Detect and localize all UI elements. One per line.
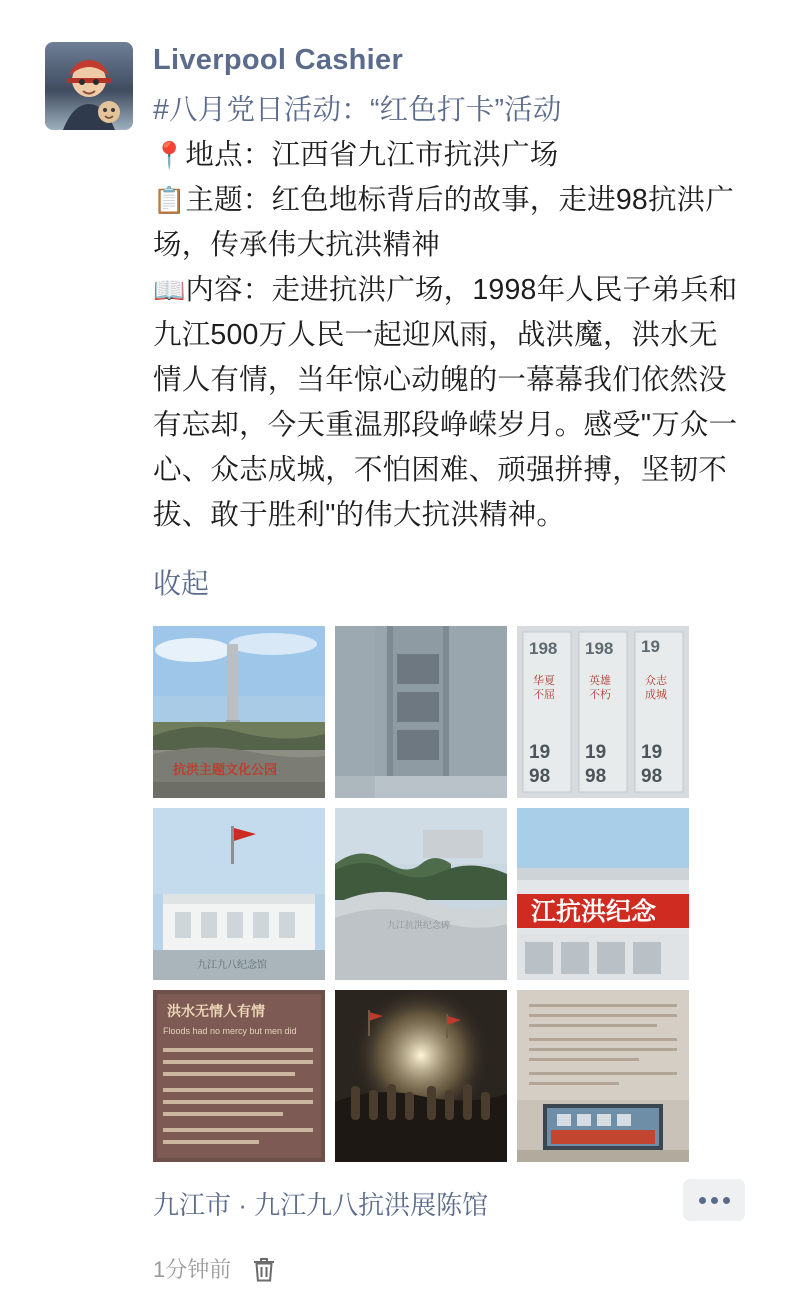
post-location[interactable]: 九江市 · 九江九八抗洪展陈馆 xyxy=(153,1190,489,1220)
photo-monument-stone-slope[interactable] xyxy=(335,808,507,980)
photo-memorial-hall-flag[interactable] xyxy=(153,808,325,980)
svg-text:19: 19 xyxy=(641,742,663,763)
svg-text:19: 19 xyxy=(585,742,607,763)
more-dot-3 xyxy=(723,1197,730,1204)
svg-text:成城: 成城 xyxy=(645,689,667,701)
svg-text:不朽: 不朽 xyxy=(589,689,611,701)
clipboard-icon: 📋 xyxy=(153,185,186,215)
photo-memorial-pillars-1998[interactable] xyxy=(517,626,689,798)
post-body xyxy=(153,88,745,538)
open-book-icon: 📖 xyxy=(153,275,186,305)
post-author[interactable]: Liverpool Cashier xyxy=(153,44,404,76)
photo-exhibit-wall-screen[interactable] xyxy=(517,990,689,1162)
svg-text:华夏: 华夏 xyxy=(533,675,555,687)
svg-text:98: 98 xyxy=(641,766,663,787)
trash-icon[interactable] xyxy=(251,1256,277,1284)
photo-monument-park-sign[interactable] xyxy=(153,626,325,798)
svg-text:98: 98 xyxy=(529,766,551,787)
svg-text:98: 98 xyxy=(585,766,607,787)
svg-text:英雄: 英雄 xyxy=(589,675,611,687)
photo-flood-monument-tower[interactable] xyxy=(335,626,507,798)
post-line-location: 地点：江西省九江市抗洪广场 xyxy=(185,139,559,171)
more-dot-2 xyxy=(711,1197,718,1204)
post-timestamp: 1分钟前 xyxy=(153,1257,232,1282)
post-footer xyxy=(153,1246,745,1294)
collapse-toggle[interactable]: 收起 xyxy=(153,568,210,599)
post-line-theme: 主题：红色地标背后的故事，走进98抗洪广场，传承伟大抗洪精神 xyxy=(153,184,735,261)
svg-text:Floods had no mercy but men di: Floods had no mercy but men did xyxy=(163,1026,297,1036)
svg-text:江抗洪纪念: 江抗洪纪念 xyxy=(531,898,657,926)
svg-text:198: 198 xyxy=(585,639,614,658)
svg-text:19: 19 xyxy=(529,742,551,763)
svg-text:众志: 众志 xyxy=(645,675,667,687)
more-dot-1 xyxy=(699,1197,706,1204)
photo-grid xyxy=(153,626,689,1162)
svg-text:抗洪主题文化公园: 抗洪主题文化公园 xyxy=(173,762,278,777)
svg-text:19: 19 xyxy=(641,637,660,656)
svg-text:九江抗洪纪念碑: 九江抗洪纪念碑 xyxy=(387,920,451,930)
svg-text:不屈: 不屈 xyxy=(533,689,555,701)
svg-text:九江九八纪念馆: 九江九八纪念馆 xyxy=(197,960,267,971)
svg-text:洪水无情人有情: 洪水无情人有情 xyxy=(167,1003,265,1019)
post-content xyxy=(153,40,745,1294)
avatar[interactable] xyxy=(45,42,133,130)
post-hashtag[interactable]: #八月党日活动：“红色打卡”活动 xyxy=(153,94,562,126)
photo-exhibit-text-panel[interactable] xyxy=(153,990,325,1162)
more-dots-icon[interactable] xyxy=(683,1179,745,1221)
photo-exhibit-diorama[interactable] xyxy=(335,990,507,1162)
location-pin-icon: 📍 xyxy=(153,140,186,170)
svg-text:198: 198 xyxy=(529,639,558,658)
photo-red-banner-building[interactable] xyxy=(517,808,689,980)
post-line-content: 内容：走进抗洪广场，1998年人民子弟兵和九江500万人民一起迎风雨，战洪魔，洪水无情人有情，当年惊心动魄的一幕幕我们依然没有忘却，今天重温那段峥嵘岁月。感受"万众一心、众志成城，不怕困难、顽强拼搏，坚韧不拔、敢于胜利"的伟大抗洪精神。 xyxy=(153,274,738,531)
